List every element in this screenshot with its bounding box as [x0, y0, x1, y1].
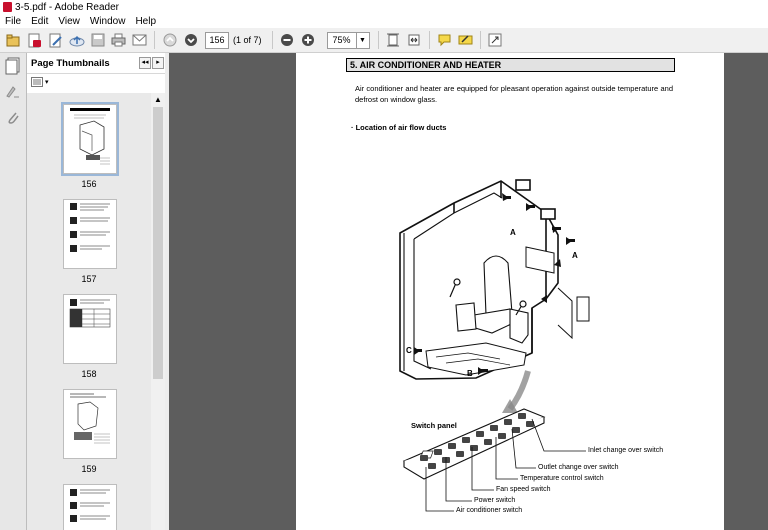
fit-width-icon[interactable]	[406, 32, 423, 49]
thumbnail-label: 157	[81, 274, 97, 284]
switch-panel-label: Switch panel	[411, 421, 457, 430]
toolbar-separator	[154, 31, 155, 49]
thumbnail-page[interactable]	[63, 389, 117, 459]
navigation-strip	[0, 53, 27, 530]
previous-page-icon[interactable]	[161, 32, 178, 49]
pdf-file-icon	[3, 2, 12, 12]
collapse-panel-icon[interactable]: ◂◂	[139, 57, 151, 69]
thumbnail-page[interactable]	[63, 199, 117, 269]
callout-ac-switch: Air conditioner switch	[456, 507, 523, 514]
fit-page-icon[interactable]	[385, 32, 402, 49]
panel-title: Page Thumbnails	[31, 57, 110, 69]
expand-icon[interactable]	[487, 32, 504, 49]
panel-header	[27, 53, 165, 74]
thumbnail-label: 156	[81, 179, 97, 189]
cab-illustration	[296, 53, 724, 530]
toolbar-separator	[378, 31, 379, 49]
edit-document-icon[interactable]	[47, 32, 64, 49]
email-icon[interactable]	[131, 32, 148, 49]
pages-icon[interactable]	[5, 57, 21, 78]
thumbnail-label: 158	[81, 369, 97, 379]
thumbnails-panel	[27, 53, 165, 530]
thumbnail-page[interactable]	[63, 104, 117, 174]
duct-label-a: A	[510, 228, 516, 237]
scroll-thumb[interactable]	[153, 107, 163, 379]
zoom-level-input[interactable]: 75%	[327, 32, 357, 49]
toolbar-separator	[429, 31, 430, 49]
section-heading: 5. AIR CONDITIONER AND HEATER	[346, 58, 675, 72]
callout-outlet-switch: Outlet change over switch	[538, 464, 619, 471]
menu-help[interactable]: Help	[135, 15, 157, 27]
duct-label-a-rear: A	[572, 251, 578, 260]
zoom-dropdown-icon[interactable]: ▼	[357, 32, 370, 49]
menu-window[interactable]: Window	[89, 15, 126, 27]
create-pdf-icon[interactable]	[26, 32, 43, 49]
callout-temperature-switch: Temperature control switch	[520, 475, 604, 482]
page-number-input[interactable]: 156	[205, 32, 229, 49]
page-count: (1 of 7)	[233, 35, 262, 45]
document-page	[296, 53, 724, 530]
callout-power-switch: Power switch	[474, 497, 516, 504]
print-icon[interactable]	[110, 32, 127, 49]
duct-label-b: B	[467, 369, 473, 378]
toolbar	[0, 28, 768, 53]
expand-panel-icon[interactable]: ▸	[152, 57, 164, 69]
thumbnail-label: 159	[81, 464, 97, 474]
comment-icon[interactable]	[436, 32, 453, 49]
menu-edit[interactable]: Edit	[31, 15, 49, 27]
next-page-icon[interactable]	[182, 32, 199, 49]
intro-paragraph: Air conditioner and heater are equipped for pleasant operation against outside temperature and defrost on window glass.	[355, 84, 673, 104]
document-workspace	[169, 53, 768, 530]
title-bar	[0, 0, 768, 14]
attachments-icon[interactable]	[5, 110, 21, 129]
save-icon[interactable]	[89, 32, 106, 49]
callout-fan-speed-switch: Fan speed switch	[496, 486, 551, 493]
thumbnail-scrollbar[interactable]	[151, 93, 165, 530]
menu-file[interactable]: File	[5, 15, 22, 27]
toolbar-separator	[272, 31, 273, 49]
duct-label-c: C	[406, 346, 412, 355]
menu-view[interactable]: View	[58, 15, 80, 27]
panel-options	[27, 74, 165, 90]
scroll-up-icon[interactable]: ▲	[154, 95, 162, 104]
zoom-in-icon[interactable]	[300, 32, 317, 49]
signatures-icon[interactable]	[5, 84, 21, 103]
open-file-icon[interactable]	[5, 32, 22, 49]
cloud-upload-icon[interactable]	[68, 32, 85, 49]
window-title: 3-5.pdf - Adobe Reader	[15, 1, 119, 13]
menu-bar	[0, 14, 768, 28]
toolbar-separator	[480, 31, 481, 49]
thumbnail-list	[27, 93, 151, 530]
thumbnail-page[interactable]	[63, 484, 117, 530]
options-menu-icon[interactable]: ▾	[31, 77, 49, 87]
subheading: · Location of air flow ducts	[351, 123, 447, 132]
callout-inlet-switch: Inlet change over switch	[588, 447, 664, 454]
highlight-icon[interactable]	[457, 32, 474, 49]
zoom-out-icon[interactable]	[279, 32, 296, 49]
thumbnail-page[interactable]	[63, 294, 117, 364]
